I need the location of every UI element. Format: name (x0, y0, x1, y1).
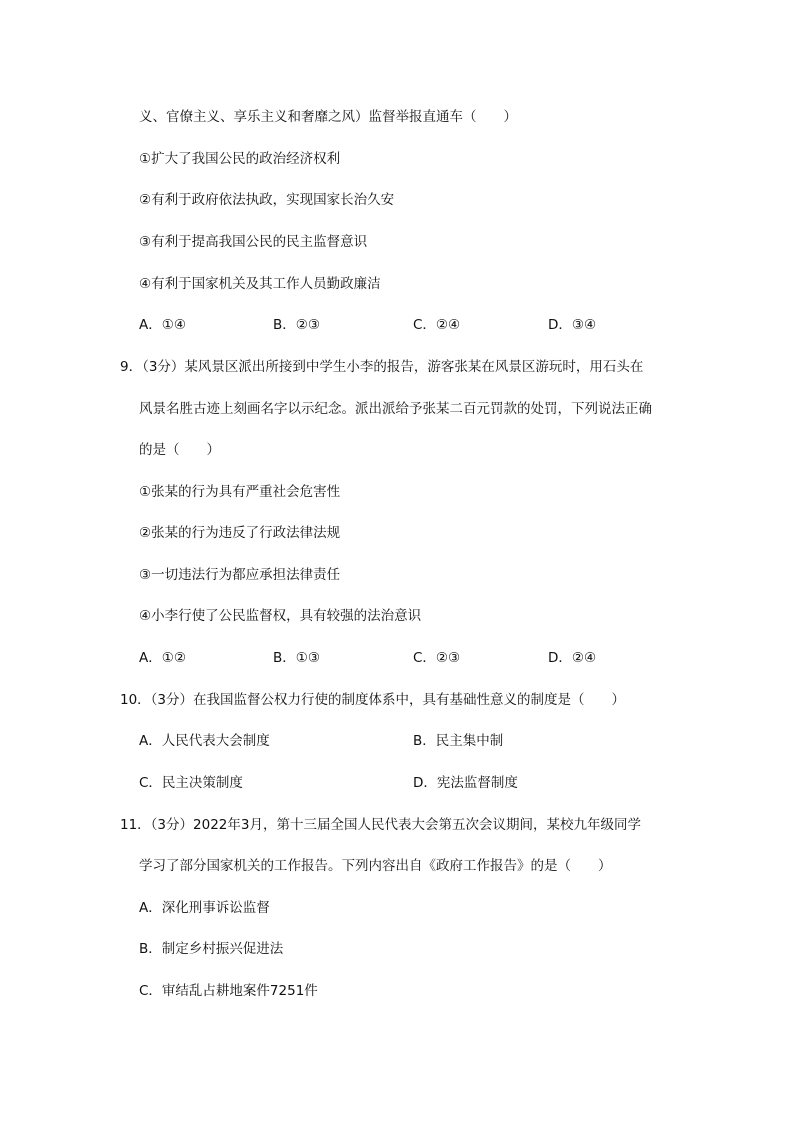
q8-statement-4: ④有利于国家机关及其工作人员勤政廉洁 (139, 276, 381, 292)
q8-option-d: D．③④ (548, 317, 597, 333)
q8-option-c: C．②④ (413, 317, 461, 333)
q8-option-a: A．①④ (139, 317, 186, 333)
q9-statement-2: ②张某的行为违反了行政法律法规 (139, 525, 341, 541)
q8-stem-tail: 义、官僚主义、享乐主义和奢靡之风）监督举报直通车（ ） (139, 109, 517, 125)
q8-statement-1: ①扩大了我国公民的政治经济权利 (139, 151, 341, 167)
q11-stem-line-1: 11．（3分）2022年3月，第十三届全国人民代表大会第五次会议期间，某校九年级同学 (120, 817, 641, 833)
q9-statement-1: ①张某的行为具有严重社会危害性 (139, 484, 341, 500)
q8-statement-2: ②有利于政府依法执政，实现国家长治久安 (139, 192, 395, 208)
q10-stem: 10．（3分）在我国监督公权力行使的制度体系中，具有基础性意义的制度是（ ） (120, 692, 626, 708)
q9-stem-line-1: 9．（3分）某风景区派出所接到中学生小李的报告，游客张某在风景区游玩时，用石头在 (120, 359, 644, 375)
q9-option-d: D．②④ (548, 650, 597, 666)
q11-option-c: C．审结乱占耕地案件7251件 (139, 983, 318, 999)
q9-option-c: C．②③ (413, 650, 461, 666)
q9-statement-4: ④小李行使了公民监督权，具有较强的法治意识 (139, 608, 422, 624)
q10-option-d: D．宪法监督制度 (413, 775, 518, 791)
q10-option-a: A．人民代表大会制度 (139, 733, 270, 749)
q11-option-a: A．深化刑事诉讼监督 (139, 900, 270, 916)
q10-option-b: B．民主集中制 (413, 733, 504, 749)
q11-option-b: B．制定乡村振兴促进法 (139, 941, 284, 957)
q10-option-c: C．民主决策制度 (139, 775, 243, 791)
q8-statement-3: ③有利于提高我国公民的民主监督意识 (139, 234, 368, 250)
q9-statement-3: ③一切违法行为都应承担法律责任 (139, 567, 341, 583)
q11-stem-line-2: 学习了部分国家机关的工作报告。下列内容出自《政府工作报告》的是（ ） (139, 858, 612, 874)
q9-stem-line-3: 的是（ ） (139, 442, 220, 458)
q9-stem-line-2: 风景名胜古迹上刻画名字以示纪念。派出派给予张某二百元罚款的处罚，下列说法正确 (139, 401, 652, 417)
q9-option-b: B．①③ (273, 650, 320, 666)
q9-option-a: A．①② (139, 650, 186, 666)
q8-option-b: B．②③ (273, 317, 320, 333)
